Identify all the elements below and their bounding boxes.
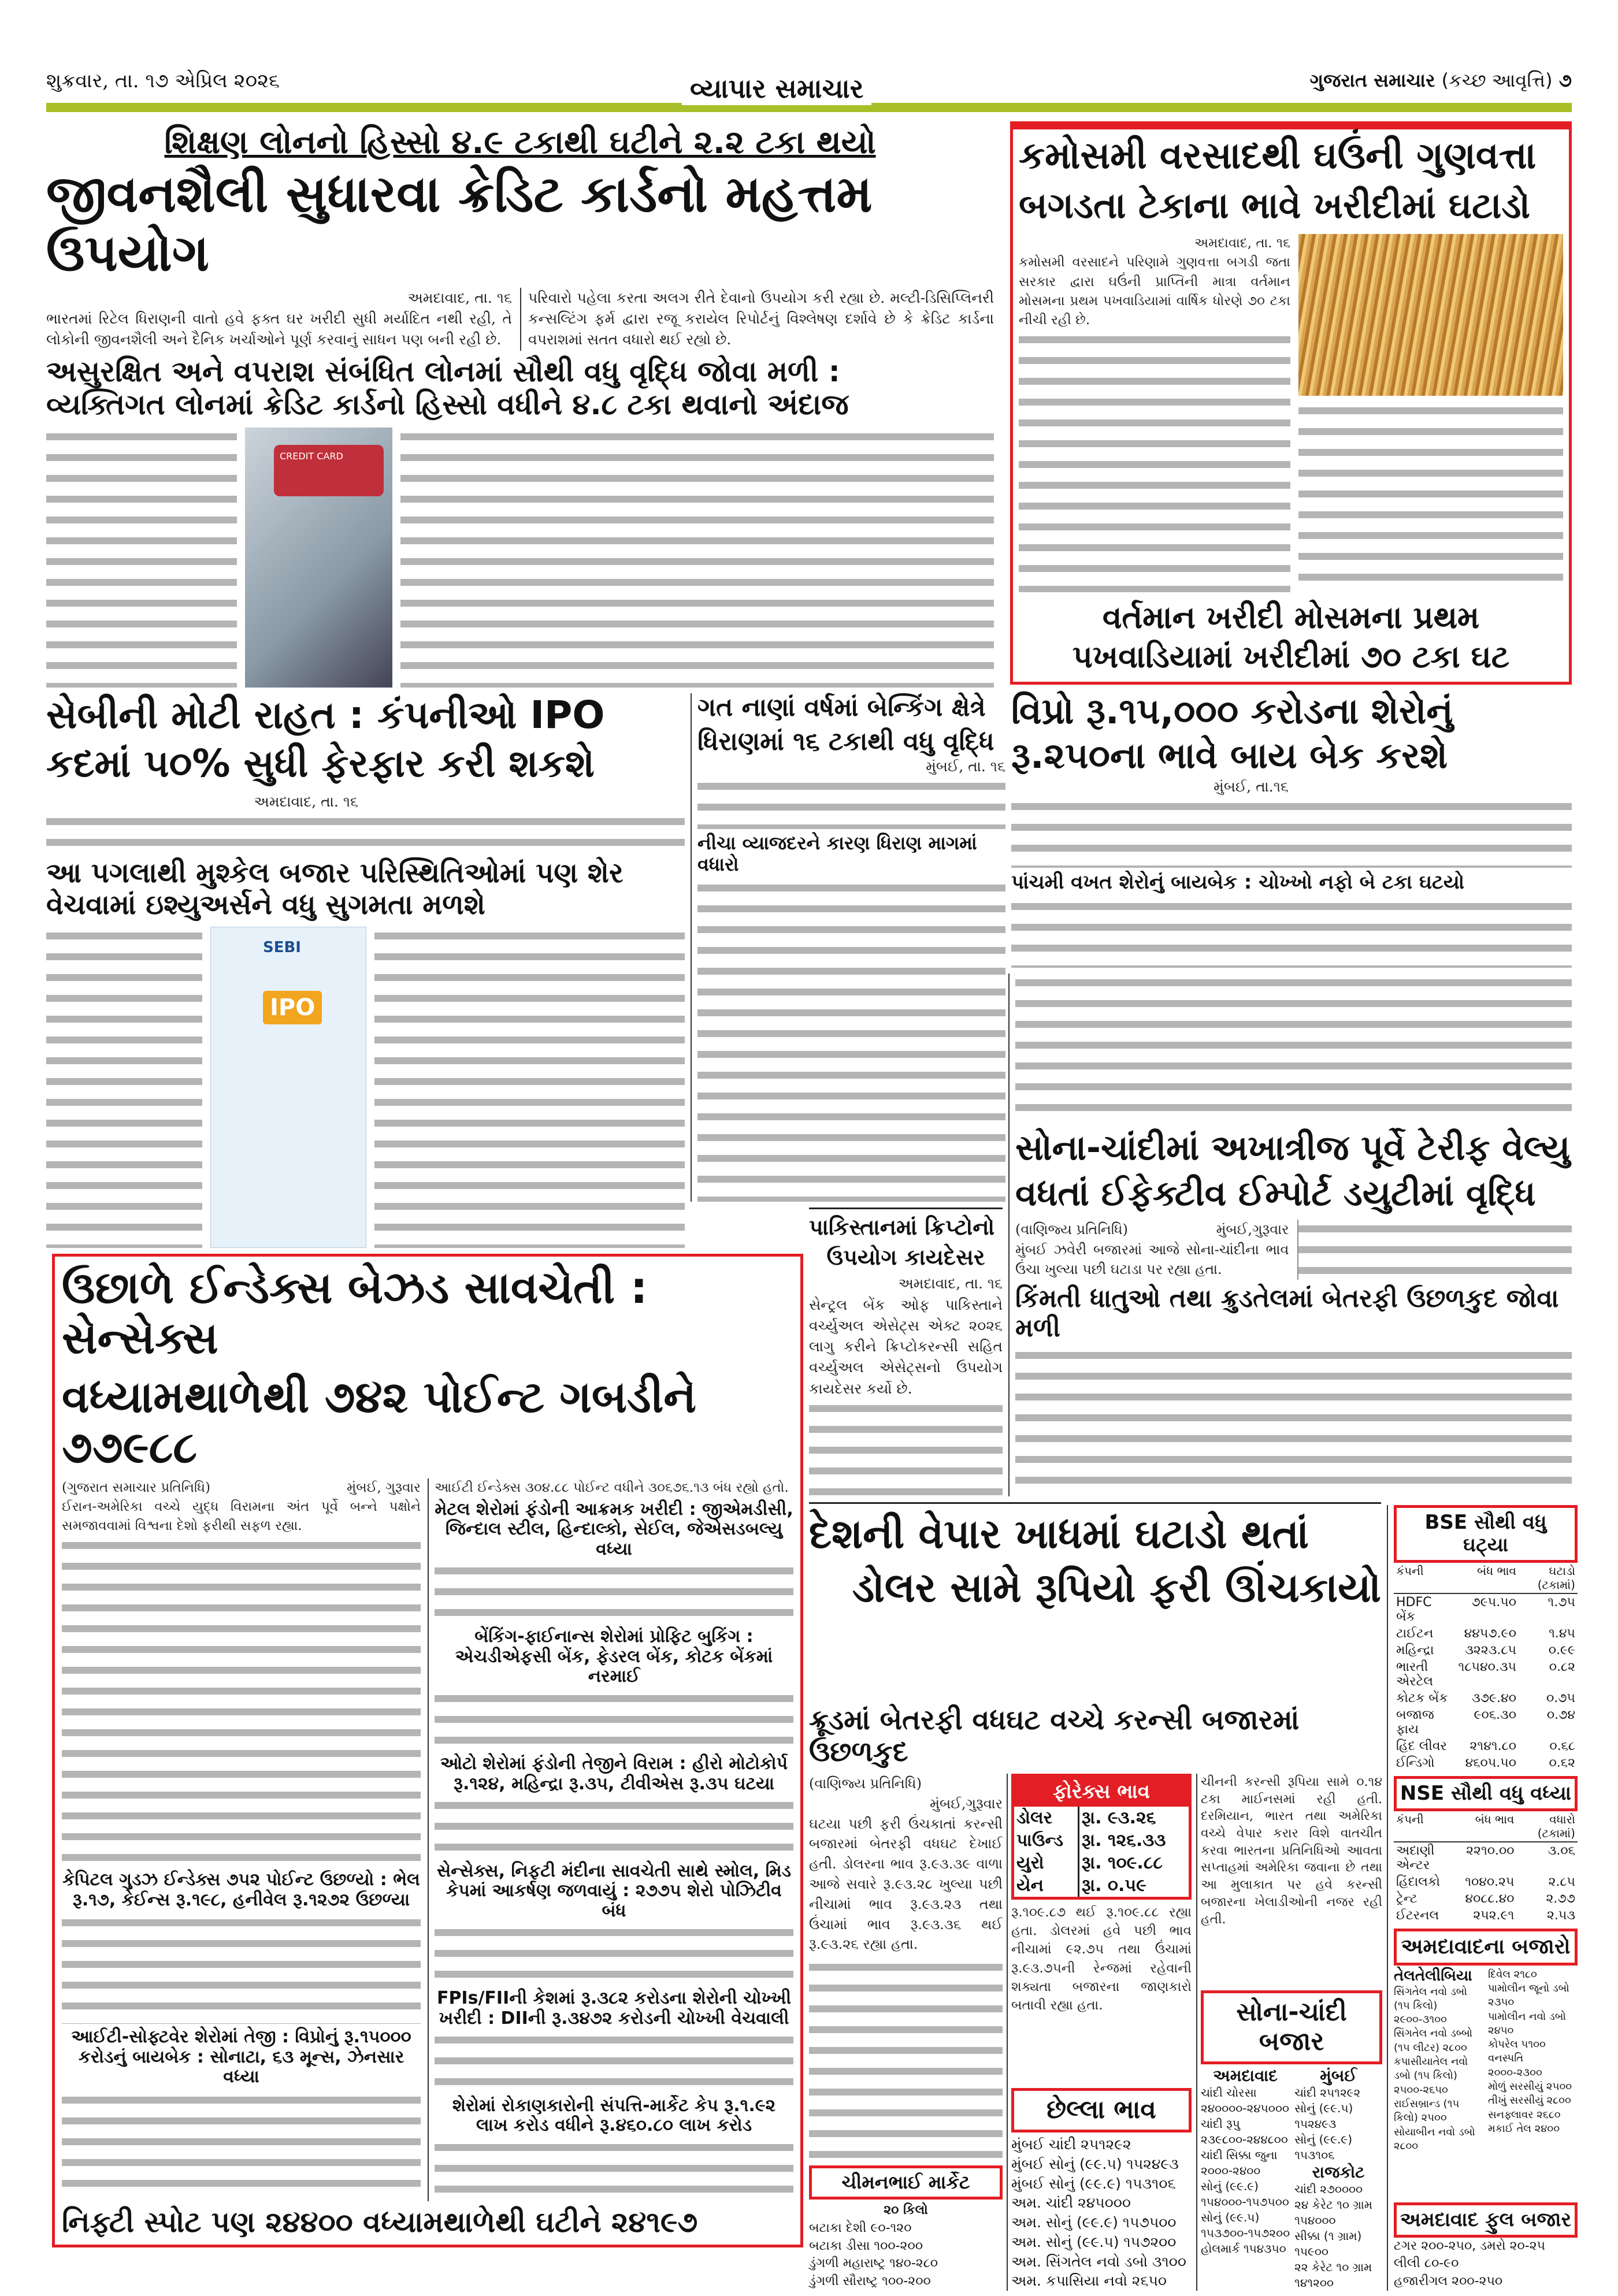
lead: ઘટયા પછી ફરી ઉંચકાતાં કરન્સી બજારમાં બેતરફી વધઘટ દેખાઈ હતી. ડોલરના ભાવ રૂ.૯૩.૩૯ વાળા આજે સવારે રૂ.૯૩.૨૮ ખુલ્યા પછી નીચામાં ભાવ રૂ.૯૩.૨૩ તથા ઉંચામાં ભાવ રૂ.૯૩.૩૬ થઈ રૂ.૯૩.૨૬ રહ્યા હતા. [809,1815,1003,1953]
currency-name: યેન [1014,1874,1078,1897]
bullion-rajkot-title: રાજકોટ [1312,2162,1365,2182]
dateline: મુંબઈ, તા. ૧૬ [926,758,1005,775]
byline: (વાણિજ્ય પ્રતિનિધિ) [809,1775,922,1792]
headline-2: વધ્યામથાળેથી ૭૪૨ પોઈન્ટ ગબડીને ૭૭૯૮૮ [62,1370,697,1473]
body-text [374,927,685,1248]
close-price: ૨૨૧૦.૦૦ [1466,1844,1515,1859]
company-name: ઈન્ડિગો [1396,1756,1435,1771]
bullion-price: સોનું (૯૯.૯) ૧૫૩૧૦૬ [1294,2132,1353,2162]
forex-row [1014,1874,1189,1897]
body-text [435,2031,793,2094]
market-price: સિંગતેલ નવો ડબ્બો (૧૫ લીટર) ૨૮૦૦ [1394,2027,1473,2054]
forex-column [1007,1774,1192,2291]
headline-1: દેશની વેપાર ખાધમાં ઘટાડો થતાં [809,1510,1309,1558]
headline: જીવનશૈલી સુધારવા ક્રેડિટ કાર્ડનો મહત્તમ ઉપયોગ [46,164,873,283]
body-text [46,812,685,854]
market-price: કોપરેલ ૫૧૦૦ [1488,2038,1546,2051]
flower-price: લીલી ૮૦-૯૦ [1394,2256,1459,2271]
headline-2: ડોલર સામે રૂપિયો ફરી ઊંચકાયો [852,1563,1381,1611]
close-price: ૧૮૫૪૦.૩૫ [1458,1660,1516,1675]
lead: મુંબઈ ઝવેરી બજારમાં આજે સોના-ચાંદીના ભાવ ઉંચા ખુલ્યા પછી ઘટાડા પર રહ્યા હતા. [1015,1241,1289,1278]
chimanbhai-list [809,2202,1003,2291]
lead: કમોસમી વરસાદને પરિણામે ગુણવત્તા બગડી જતા સરકાર દ્વારા ઘઉંની પ્રાપ્તિની માત્રા વર્તમાન મોસમના પ્રથમ પખવાડિયામાં વાર્ષિક ધોરણે ૭૦ ટકા નીચી રહી છે. [1019,255,1290,328]
headline-1: ઉછાળે ઈન્ડેક્સ બેઝડ સાવચેતી : સેન્સેક્સ [62,1262,648,1364]
bse-header-row [1394,1563,1578,1593]
dateline: મુંબઈ,ગુરૂવાર [930,1795,1003,1812]
flower-price: ટગર ૨૦૦-૨૫૦, ડમરો ૨૦-૨૫ [1394,2238,1546,2253]
market-price: મકાઈ તેલ ૨૪૦૦ [1488,2122,1560,2135]
headline-2: રૂ.૨૫૦ના ભાવે બાય બેક કરશે [1011,734,1448,777]
company-name: હિંદ લીવર [1396,1739,1447,1754]
section-title: વ્યાપાર સમાચાર [682,73,871,105]
subhead: નીચા વ્યાજદરને કારણ ધિરાણ માગમાં વધારો [697,832,977,876]
close-price: ૩૨૨૩.૮૫ [1465,1643,1516,1658]
market-price: રાઈસબ્રાન્ડ (૧૫ કિલો) ૨૫૦૦ [1394,2097,1460,2124]
body-text [62,1914,421,2024]
story-credit-card [46,124,994,688]
nse-row [1394,1842,1578,1874]
market-price: સિંગતેલ નવો ડબો (૧૫ કિલો) ૨૯૦૦-૩૧૦૦ [1394,1985,1467,2026]
chimanbhai-price: બટાકા ડીસા ૧૦૦-૨૦૦ [809,2238,923,2253]
body-text [1011,897,1572,968]
sebi-ipo-illustration [210,927,366,1248]
nse-title: NSE સૌથી વધુ વધ્યા [1394,1776,1578,1811]
body-text [1011,797,1572,868]
nse-table [1394,1811,1578,1924]
ahd-markets-title: અમદાવાદના બજારો [1394,1929,1578,1965]
close-price: ૪૪૫૭.૯૦ [1464,1626,1516,1641]
last-price-item: મુંબઈ સોનું (૯૯.૯) ૧૫૩૧૦૬ [1011,2175,1176,2192]
lead: સેન્ટ્રલ બેંક ઓફ પાકિસ્તાને વર્ચ્યુઅલ એસેટ્સ એક્ટ ૨૦૨૬ લાગુ કરીને ક્રિપ્ટોકરન્સી સહિત વર્ચ્યુઅલ એસેટ્સનો ઉપયોગ કાયદેસર કર્યો છે. [809,1296,1003,1397]
change-percent: ૦.૭૫ [1546,1691,1575,1706]
close-price: ૧૦૪૦.૨૫ [1465,1875,1515,1890]
forex-rate: રૂા. ૯૩.૨૬ [1081,1808,1156,1828]
story-rupee [809,1502,1381,1768]
market-price: તીખું સરસીયું ૨૮૦૦ [1488,2094,1571,2107]
currency-name: ડોલર [1014,1807,1078,1829]
body-text [46,428,237,688]
change-percent: ૨.૮૫ [1548,1875,1575,1890]
bullion-price: ચાંદી રૂપુ ૨૩૯૮૦૦-૨૪૪૮૦૦ [1201,2116,1288,2146]
forex-rate: રૂા. ૧૨૬.૩૩ [1081,1830,1166,1851]
story-pakistan-crypto [809,1208,1003,1499]
close-price: ૨૫૨.૯૧ [1473,1908,1515,1923]
lead: ભારતમાં રિટેલ ધિરાણની વાતો હવે ફક્ત ઘર ખરીદી સુધી મર્યાદિત નથી રહી, તે લોકોની જીવનશૈલી અને દૈનિક ખર્ચાઓને પૂર્ણ કરવાનું સાધન પણ બની રહી છે. [46,310,512,348]
story-bank-credit [691,693,1005,1202]
change-percent: ૩.૦૬ [1548,1844,1575,1859]
forex-row [1014,1852,1189,1874]
bse-header: બંધ ભાવ [1477,1564,1516,1578]
close-price: ૩૭૯.૪૦ [1472,1691,1516,1706]
bse-row [1394,1755,1578,1771]
story-sebi [46,693,685,1248]
subhead: મેટલ શેરોમાં ફંડોની આક્રમક ખરીદી : જીએમડીસી, જિન્દાલ સ્ટીલ, હિન્દાલ્કો, સેઈલ, જેએસડબલ્યુ વધ્યા [435,1499,793,1559]
body-text [697,777,1005,829]
change-percent: ૦.૮૨ [1549,1660,1575,1675]
chimanbhai-price: બટાકા દેશી ૯૦-૧૨૦ [809,2220,912,2235]
bse-title: BSE સૌથી વધુ ઘટ્યા [1394,1505,1578,1563]
issue-date: શુક્રવાર, તા. ૧૭ એપ્રિલ ૨૦૨૬ [46,69,280,92]
body-text [435,1562,793,1625]
byline: (વાણિજ્ય પ્રતિનિધિ) [1015,1221,1128,1238]
change-percent: ૨.૫૩ [1546,1908,1575,1923]
bullion-column [1196,1774,1382,2291]
china-note: ચીનની કરન્સી રૂપિયા સામે ૦.૧૪ ટકા માઈનસમાં રહી હતી. દરમિયાન, ભારત તથા અમેરિકા વચ્ચે વેપાર કરાર વિશે વાતચીત કરવા ભારતના પ્રતિનિધિઓ આવતા સપ્તાહમાં અમેરિકા જવાના છે તથા આ મુલાકાત પર હવે કરન્સી બજારના ખેલાડીઓની નજર રહી હતી. [1201,1775,1382,1927]
story-gold-tariff [1008,974,1572,1496]
bse-table [1394,1563,1578,1771]
forex-title: ફોરેક્સ ભાવ [1014,1777,1189,1807]
company-name: ઈટરનલ [1396,1908,1439,1923]
forex-box [1011,1774,1192,1900]
close-price: ૪૬૦૫.૫૦ [1465,1756,1516,1771]
bullion-price: હોલમાર્ક ૧૫૪૩૫૦ [1201,2241,1286,2256]
last-price-item: મુંબઈ સોનું (૯૯.૫) ૧૫૨૪૯૩ [1011,2155,1179,2172]
close-price: ૯૦૬.૩૦ [1474,1708,1516,1723]
bullion-price: ચાંદી સિક્કા જુના ૨૦૦૦-૨૪૦૦ [1201,2148,1278,2178]
story-wheat [1010,121,1572,685]
body-text [400,428,994,688]
flower-market-title: અમદાવાદ ફુલ બજાર [1394,2202,1578,2238]
bse-row [1394,1625,1578,1642]
body-text [1297,1220,1572,1280]
headline-2: બગડતા ટેકાના ભાવે ખરીદીમાં ઘટાડો [1019,184,1530,226]
forex-row [1014,1807,1189,1829]
bullion-price: ચાંદી ૨૫૧૨૯૨ [1294,2085,1361,2100]
bse-row [1394,1593,1578,1625]
ipo-badge: IPO [263,991,322,1024]
dateline: અમદાવાદ, તા. ૧૬ [254,793,358,810]
story-sensex [52,1254,803,2247]
company-name: ટાઈટન [1396,1626,1434,1641]
headline-1: વિપ્રો રૂ.૧૫,૦૦૦ કરોડના શેરોનું [1011,690,1453,732]
body-text [435,2138,793,2201]
last-price-item: અમ. સોનું (૯૯.૯) ૧૫૭૫૦૦ [1011,2214,1177,2231]
company-name: ટ્રેન્ટ [1396,1892,1417,1907]
dateline: અમદાવાદ, તા. ૧૬ [898,1275,1003,1292]
body-text [62,1536,421,1867]
bullion-title: સોના-ચાંદી બજાર [1201,1990,1382,2064]
body-text [809,1958,1003,2162]
change-percent: ૦.૭૪ [1546,1708,1575,1723]
body-text [809,1399,1003,1499]
body-text [697,879,1005,1202]
body-text [1015,1346,1572,1496]
change-percent: ૨.૭૭ [1546,1892,1575,1907]
byline: (ગુજરાત સમાચાર પ્રતિનિધિ) [62,1480,211,1495]
dateline: મુંબઈ,ગુરૂવાર [1216,1221,1289,1238]
last-price-item: અમ. સોનું (૯૯.૫) ૧૫૭૨૦૦ [1011,2233,1177,2250]
bullion-price: ચાંદી ૨૭૦૦૦૦ [1294,2182,1363,2196]
nse-row [1394,1907,1578,1924]
chimanbhai-title: ચીમનભાઈ માર્કેટ [809,2165,1003,2200]
wheat-photo [1298,234,1563,396]
nse-row [1394,1890,1578,1907]
headline-1: સોના-ચાંદીમાં અખાત્રીજ પૂર્વે ટેરીફ વેલ્યુ [1015,1127,1571,1168]
last-price-item: અમ. સિંગતેલ નવો ડબો ૩૧૦૦ [1011,2253,1186,2270]
subhead: વર્તમાન ખરીદી મોસમના પ્રથમ પખવાડિયામાં ખરીદીમાં ૭૦ ટકા ઘટ [1072,599,1510,675]
company-name: HDFC બેંક [1396,1595,1432,1625]
company-name: ભારતી એરટેલ [1396,1660,1434,1689]
last-price-item: મુંબઈ ચાંદી ૨૫૧૨૯૨ [1011,2136,1131,2153]
headline-1: કમોસમી વરસાદથી ઘઉંની ગુણવત્તા [1019,135,1537,177]
bullion-price: સોનું (૯૯.૯) ૧૫૪૦૦૦-૧૫૭૫૦૦ [1201,2179,1289,2209]
forex-row [1014,1829,1189,1852]
market-price: પામોલીન જૂનો ડબો ૨૩૫૦ [1488,1982,1569,2009]
body-text [435,1689,793,1752]
forex-table [1014,1807,1189,1897]
last-prices-title: છેલ્લા ભાવ [1011,2088,1192,2132]
subhead: સેન્સેક્સ, નિફટી મંદીના સાવચેતી સાથે સ્મોલ, મિડ કેપમાં આકર્ષણ જળવાયું : ૨૭૭૫ શેરો પોઝિટીવ બંધ [436,1860,792,1921]
bse-header: ઘટાડો (ટકામાં) [1537,1564,1575,1592]
close-price: ૪૦૮૮.૪૦ [1465,1892,1515,1907]
bse-row [1394,1642,1578,1659]
company-name: મહિન્દ્રા [1396,1643,1434,1658]
forex-note: રૂ.૧૦૯.૮૭ થઈ રૂ.૧૦૯.૮૮ રહ્યા હતા. ડોલરમાં હવે પછી ભાવ નીચામાં ૯૨.૭૫ તથા ઉંચામાં રૂ.૯૩.૭૫ની રેન્જમાં રહેવાની શક્યતા બજારના જાણકારો બતાવી રહ્યા હતા. [1011,1905,1192,2013]
chimanbhai-unit: ૨૦ કિલો [884,2203,928,2218]
bullion-price: સોનું (૯૯.૫) ૧૫૨૪૯૩ [1294,2101,1353,2131]
rupee-lead-column [809,1774,1003,2291]
bullion-ahmedabad-title: અમદાવાદ [1213,2065,1278,2085]
close-price: ૨૧૪૧.૮૦ [1469,1739,1516,1754]
subhead: આઈટી-સોફ્ટવેર શેરોમાં તેજી : વિપ્રોનું રૂ.૧૫૦૦૦ કરોડનું બાયબેક : સોનાટા, ૬૩ મૂન્સ, ઝેનસાર વધ્યા [71,2027,411,2087]
bse-header: કંપની [1396,1564,1424,1578]
headline-2: ઉપયોગ કાયદેસર [826,1244,985,1270]
story-wipro [1011,690,1572,968]
card: CREDIT CARD [274,445,384,496]
chimanbhai-price: ડુંગળી મહારાષ્ટ્ર ૧૪૦-૨૮૦ [809,2256,938,2271]
dateline: અમદાવાદ, તા. ૧૬ [407,289,512,306]
bullion-price: સોનું (૯૯.૫) ૧૫૩૭૦૦-૧૫૭૨૦૦ [1201,2210,1290,2240]
change-percent: ૧.૭૫ [1548,1595,1575,1610]
currency-name: પાઉન્ડ [1014,1829,1078,1852]
page-number: ૭ [1558,69,1572,91]
paper-name [1310,69,1572,92]
bse-row [1394,1707,1578,1738]
bullion-price: ચાંદી ચોરસા ૨૪૦૦૦૦-૨૪૫૦૦૦ [1201,2085,1289,2115]
flower-price: હજારીગલ ૨૦૦-૨૫૦ [1394,2274,1503,2289]
subhead: ક્રૂડમાં બેતરફી વધઘટ વચ્ચે કરન્સી બજારમાં ઉછળકુદ [809,1703,1300,1768]
subhead-1: અસુરક્ષિત અને વપરાશ સંબંધિત લોનમાં સૌથી વધુ વૃદ્ધિ જોવા મળી : [46,354,840,388]
change-percent: ૧.૪૫ [1549,1626,1575,1641]
market-price: કપાસીયાતેલ નવો ડબો (૧૫ કિલો) ૨૫૦૦-૨૬૫૦ [1394,2056,1468,2096]
chimanbhai-price: ડુંગળી સૌરાષ્ટ્ર ૧૦૦-૨૦૦ [809,2274,931,2289]
subhead: પાંચમી વખત શેરોનું બાયબેક : ચોખ્ખો નફો બે ટકા ઘટયો [1011,870,1465,894]
bse-row [1394,1659,1578,1690]
change-percent: ૦.૬૮ [1549,1739,1575,1754]
nse-header: બંધ ભાવ [1475,1812,1515,1827]
subhead: FPIs/FIIની કેશમાં રૂ.૩૮૨ કરોડના શેરોની ચોખ્ખી ખરીદી : DIIની રૂ.૩૪૭૨ કરોડની ચોખ્ખી વેચવાલી [436,1988,792,2028]
body-text [1019,330,1290,592]
lead-2: પરિવારો પહેલા કરતા અલગ રીતે દેવાનો ઉપયોગ કરી રહ્યા છે. મલ્ટી-ડિસિપ્લિનરી કન્સલ્ટિંગ ફર્મ દ્વારા રજૂ કરાયેલ રિપોર્ટનું વિશ્લેષણ દર્શાવે છે કે ક્રેડિટ કાર્ડના વપરાશમાં સતત વધારો થઈ રહ્યો છે. [520,288,994,351]
edition: (કચ્છ આવૃત્તિ) [1441,69,1553,91]
bullion-price: સીક્કા (૧ ગ્રામ) ૧૫૯૦૦ [1294,2229,1362,2258]
bullion-price: ૨૪ કેરેટ ૧૦ ગ્રામ ૧૫૪૦૦૦ [1294,2198,1372,2227]
dateline: મુંબઈ, ગુરૂવાર [347,1480,421,1495]
body-text [1298,402,1563,592]
bse-row [1394,1690,1578,1707]
oilseeds-title: તેલતેલીબિયા [1394,1967,1472,1985]
headline-2: ધિરાણમાં ૧૬ ટકાથી વધુ વૃદ્ધિ [697,726,994,756]
last-prices-list [1011,2135,1192,2291]
company-name: હિંદાલકો [1396,1875,1440,1890]
paper-logo: ગુજરાત સમાચાર [1309,69,1435,91]
market-price: સનફ્લાવર ૨૬૮૦ [1488,2108,1561,2121]
bullion-mumbai-title: મુંબઈ [1320,2065,1357,2085]
masthead [46,69,1572,118]
dateline: મુંબઈ, તા.૧૬ [1214,778,1289,795]
company-name: કોટક બેંક [1396,1691,1448,1706]
body-text [46,927,202,1248]
bse-row [1394,1738,1578,1755]
sebi-logo: SEBI [263,939,301,957]
body-text [62,2091,421,2201]
footer-headline: નિફ્ટી સ્પોટ પણ ૨૪૪૦૦ વધ્યામથાળેથી ઘટીને ૨૪૧૯૭ [62,2205,698,2239]
change-percent: ૦.૬૨ [1549,1756,1575,1771]
forex-rate: રૂા. ૦.૫૯ [1081,1875,1146,1896]
subhead: બેંકિંગ-ફાઈનાન્સ શેરોમાં પ્રોફિટ બુકિંગ : એચડીએફસી બેંક, ફેડરલ બેંક, કોટક બેંકમાં નરમાઈ [455,1626,773,1687]
credit-card-photo [245,428,392,688]
last-price-item: અમ. ચાંદી ૨૪૫૦૦૦ [1011,2194,1131,2212]
dateline: અમદાવાદ, તા. ૧૬ [1194,235,1290,251]
market-price: પામોલીન નવો ડબો ૨૪૫૦ [1488,2010,1566,2037]
subhead: આ પગલાથી મુશ્કેલ બજાર પરિસ્થિતિઓમાં પણ શેર વેચવામાં ઇશ્યુઅર્સને વધુ સુગમતા મળશે [46,857,624,922]
subhead: કેપિટલ ગુડઝ ઈન્ડેક્સ ૭૫૨ પોઈન્ટ ઉછળ્યો : ભેલ રૂ.૧૭, કેઈન્સ રૂ.૧૯૮, હનીવેલ રૂ.૧૨૭૨ ઉછળ્યા [62,1870,420,1910]
it-index-line: આઈટી ઈન્ડેક્સ ૩૦૪.૮૮ પોઈન્ટ વધીને ૩૦૬૭૬.૧૩ બંધ રહ્યો હતો. [435,1480,789,1495]
bullion-mumbai [1294,2067,1382,2291]
market-price: દિવેલ ૨૧૮૦ [1488,1968,1537,1981]
market-price: મોળું સરસીયું ૨૫૦૦ [1488,2080,1572,2093]
bullion-ahmedabad [1201,2067,1290,2291]
body-text [435,1796,793,1859]
currency-name: યુરો [1014,1852,1078,1874]
market-price: સોયાબીન નવો ડબો ૨૮૦૦ [1394,2126,1475,2152]
nse-header-row [1394,1811,1578,1842]
headline-1: પાકિસ્તાનમાં ક્રિપ્ટોનો [809,1214,995,1240]
subhead: શેરોમાં રોકાણકારોની સંપત્તિ-માર્કેટ કેપ રૂ.૧.૯૨ લાખ કરોડ વધીને રૂ.૪૬૦.૮૦ લાખ કરોડ [452,2095,776,2136]
market-tables-column [1387,1505,1578,2291]
nse-header: કંપની [1396,1812,1424,1827]
bullion-price: ૨૨ કેરેટ ૧૦ ગ્રામ ૧૪૧૨૦૦ [1294,2260,1372,2290]
headline-1: ગત નાણાં વર્ષમાં બેન્કિંગ ક્ષેત્રે [697,693,986,722]
headline-2: વધતાં ઈફેક્ટીવ ઈમ્પોર્ટ ડયુટીમાં વૃદ્ધિ [1015,1173,1536,1214]
close-price: ૭૯૫.૫૦ [1471,1595,1516,1610]
lead: ઈરાન-અમેરિકા વચ્ચે યુદ્ધ વિરામના અંત પૂર્વે બન્ને પક્ષોને સમજાવવામાં વિશ્વના દેશો ફરીથી સફળ રહ્યા. [62,1499,421,1534]
market-price: વનસ્પતિ ૨૦૦૦-૨૩૦૦ [1488,2052,1542,2079]
company-name: બજાજ ફાય [1396,1708,1434,1737]
body-text [1015,974,1572,1124]
subhead-2: વ્યક્તિગત લોનમાં ક્રેડિટ કાર્ડનો હિસ્સો વધીને ૪.૮ ટકા થવાનો અંદાજ [46,388,849,422]
change-percent: ૦.૯૯ [1548,1643,1575,1658]
nse-row [1394,1874,1578,1890]
subhead: ઓટો શેરોમાં ફંડોની તેજીને વિરામ : હીરો મોટોકોર્પ રૂ.૧૨૪, મહિન્દ્રા રૂ.૩૫, ટીવીએસ રૂ.૩૫ ઘટયા [440,1753,788,1794]
kicker: શિક્ષણ લોનનો હિસ્સો ૪.૯ ટકાથી ઘટીને ૨.૨ ટકા થયો [164,124,876,161]
subhead: કિંમતી ધાતુઓ તથા ક્રુડતેલમાં બેતરફી ઉછળકુદ જોવા મળી [1015,1284,1559,1343]
last-price-item: અમ. કપાસિયા નવો ૨૬૫૦ [1011,2272,1167,2290]
company-name: અદાણી એન્ટર [1396,1844,1435,1873]
body-text [435,1923,793,1986]
headline-2: કદમાં ૫૦% સુધી ફેરફાર કરી શકશે [46,741,595,786]
forex-rate: રૂા. ૧૦૯.૮૮ [1081,1853,1163,1873]
nse-header: વધારો (ટકામાં) [1537,1812,1575,1841]
headline-1: સેબીની મોટી રાહત : કંપનીઓ IPO [46,693,605,737]
